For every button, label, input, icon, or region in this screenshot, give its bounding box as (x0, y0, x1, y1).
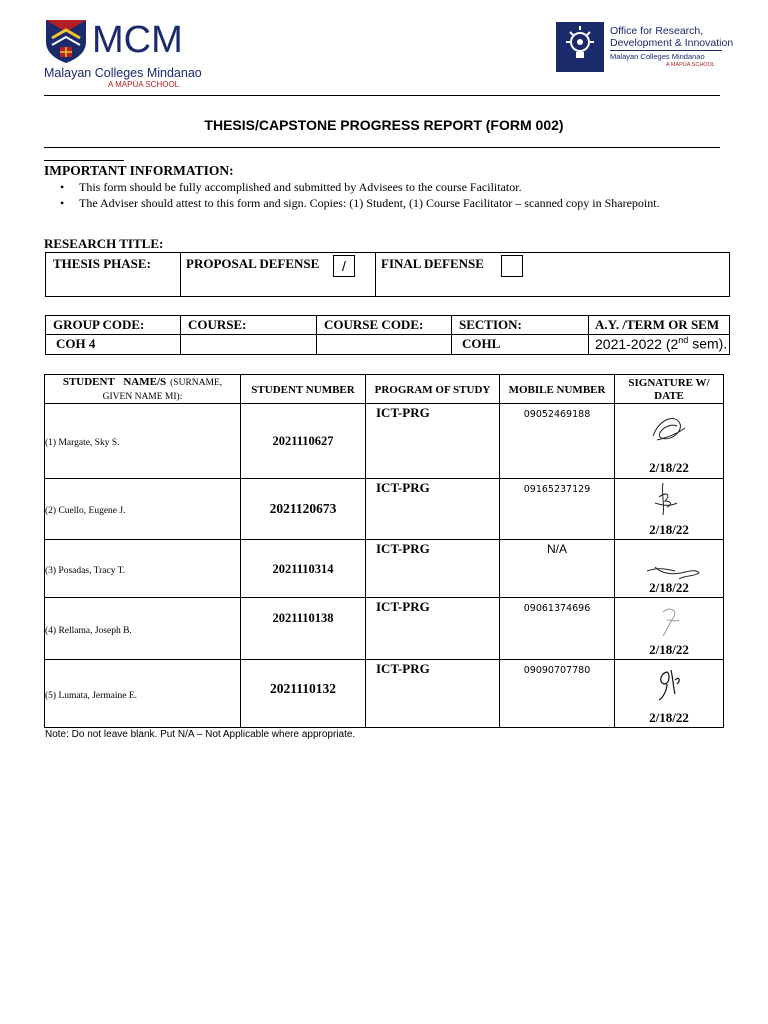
students-header-row (45, 375, 724, 404)
mcm-tagline: A MAPÚA SCHOOL (108, 80, 180, 89)
student-mobile: N/A (546, 542, 567, 556)
student-program: ICT-PRG (376, 480, 430, 495)
student-program: ICT-PRG (376, 405, 430, 420)
student-name: (1) Margate, Sky S. (45, 438, 120, 448)
signature-date: 2/18/22 (649, 460, 689, 475)
ay-value: 2021-2022 (2nd sem). (589, 335, 730, 355)
student-mobile: 09061374696 (523, 603, 591, 614)
ordi-school-name: Malayan Colleges Mindanao (610, 52, 705, 61)
student-mobile: 09090707780 (523, 665, 591, 676)
course-value (181, 335, 317, 355)
student-number: 2021110132 (269, 681, 336, 696)
group-code-value: COH 4 (46, 335, 181, 355)
info-list (60, 180, 660, 211)
group-info-table (45, 315, 730, 355)
student-row (45, 404, 724, 479)
proposal-defense-checkbox[interactable]: / (333, 255, 355, 277)
student-mobile: 09052469188 (523, 409, 591, 420)
signature-date: 2/18/22 (649, 580, 689, 595)
name-header: STUDENT NAME/S (SURNAME, GIVEN NAME MI): (45, 375, 241, 404)
student-name: (3) Posadas, Tracy T. (45, 565, 126, 576)
info-bullet: • This form should be fully accomplished and submitted by Advisees to the course Facilitator. (60, 180, 522, 194)
student-row (45, 598, 724, 660)
signature-header: SIGNATURE W/ DATE (615, 375, 724, 404)
mcm-logo-text: MCM (92, 19, 183, 61)
program-header: PROGRAM OF STUDY (366, 375, 500, 404)
important-heading: IMPORTANT INFORMATION: (44, 163, 234, 178)
ordi-lightbulb-icon (556, 22, 604, 72)
mcm-shield-icon (44, 18, 88, 64)
mcm-logo (44, 18, 202, 94)
student-mobile: 09165237129 (523, 484, 591, 495)
signature-date: 2/18/22 (649, 642, 689, 657)
ordi-line2: Development & Innovation (610, 37, 734, 49)
mobile-header: MOBILE NUMBER (500, 375, 615, 404)
student-row (45, 479, 724, 540)
research-title-label: RESEARCH TITLE: (44, 236, 164, 251)
signature-image (649, 412, 689, 446)
student-name: (5) Lumata, Jermaine E. (45, 690, 138, 701)
header-rule (44, 95, 720, 96)
student-program: ICT-PRG (376, 541, 430, 556)
course-code-header: COURSE CODE: (317, 316, 452, 335)
mcm-school-name: Malayan Colleges Mindanao (44, 66, 202, 80)
ordi-tagline: A MAPÚA SCHOOL (666, 62, 715, 68)
student-name: (4) Rellama, Joseph B. (45, 625, 132, 636)
student-number: 2021110627 (272, 434, 334, 448)
signature-date: 2/18/22 (649, 522, 689, 537)
section-header: SECTION: (452, 316, 589, 335)
number-header: STUDENT NUMBER (241, 375, 366, 404)
signature-image (651, 481, 681, 517)
short-rule (44, 160, 124, 161)
title-underline (44, 147, 720, 148)
group-code-header: GROUP CODE: (46, 316, 181, 335)
signature-date: 2/18/22 (649, 710, 689, 725)
thesis-phase-label: THESIS PHASE: (53, 256, 151, 271)
section-value: COHL (452, 335, 589, 355)
thesis-phase-table (45, 252, 730, 297)
course-header: COURSE: (181, 316, 317, 335)
student-name: (2) Cuello, Eugene J. (45, 506, 126, 516)
student-program: ICT-PRG (376, 661, 430, 676)
student-number: 2021110138 (272, 611, 334, 625)
form-note: Note: Do not leave blank. Put N/A – Not Applicable where appropriate. (45, 729, 356, 740)
ordi-logo (556, 22, 734, 74)
final-defense-label: FINAL DEFENSE (381, 256, 484, 271)
course-code-value (317, 335, 452, 355)
students-table (44, 374, 724, 728)
proposal-defense-label: PROPOSAL DEFENSE (186, 256, 320, 271)
info-bullet: • The Adviser should attest to this form and sign. Copies: (1) Student, (1) Course Facilitator – scanned copy in Sharepoint. (60, 195, 660, 210)
student-number: 2021110314 (272, 561, 334, 576)
ay-header: A.Y. /TERM OR SEM (589, 316, 730, 335)
signature-image (657, 604, 683, 638)
form-title: THESIS/CAPSTONE PROGRESS REPORT (FORM 002) (204, 117, 564, 133)
student-program: ICT-PRG (376, 599, 430, 614)
final-defense-checkbox[interactable] (501, 255, 523, 277)
student-number: 2021120673 (269, 501, 337, 516)
student-row (45, 540, 724, 598)
ordi-line1: Office for Research, (610, 25, 704, 37)
signature-image (653, 668, 683, 704)
student-row (45, 660, 724, 728)
